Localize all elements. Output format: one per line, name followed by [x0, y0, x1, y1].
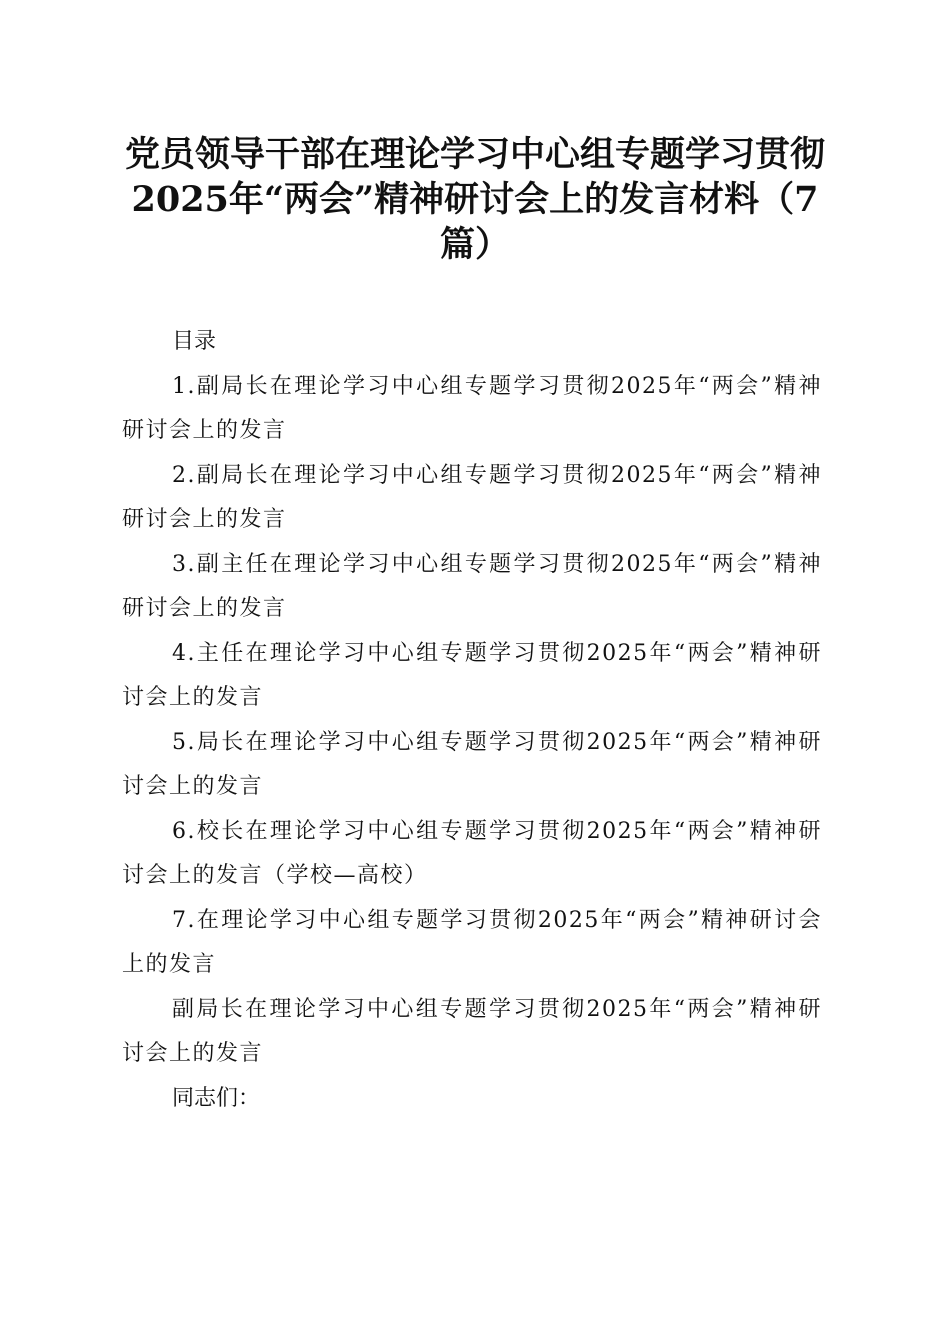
document-body — [122, 320, 822, 1121]
toc-item-1: 1.副局长在理论学习中心组专题学习贯彻2025年“两会”精神研讨会上的发言 — [122, 373, 822, 443]
toc-item-3: 3.副主任在理论学习中心组专题学习贯彻2025年“两会”精神研讨会上的发言 — [122, 551, 822, 621]
toc-item-7: 7.在理论学习中心组专题学习贯彻2025年“两会”精神研讨会上的发言 — [122, 907, 822, 977]
toc-item-4: 4.主任在理论学习中心组专题学习贯彻2025年“两会”精神研讨会上的发言 — [122, 640, 822, 710]
section-title: 副局长在理论学习中心组专题学习贯彻2025年“两会”精神研讨会上的发言 — [122, 996, 822, 1066]
toc-item-5: 5.局长在理论学习中心组专题学习贯彻2025年“两会”精神研讨会上的发言 — [122, 729, 822, 799]
salutation: 同志们： — [172, 1085, 261, 1111]
toc-heading: 目录 — [172, 329, 217, 354]
document-title: 党员领导干部在理论学习中心组专题学习贯彻2025年“两会”精神研讨会上的发言材料（7篇） — [124, 134, 825, 265]
toc-item-2: 2.副局长在理论学习中心组专题学习贯彻2025年“两会”精神研讨会上的发言 — [122, 462, 822, 532]
toc-item-6: 6.校长在理论学习中心组专题学习贯彻2025年“两会”精神研讨会上的发言（学校—高校） — [122, 818, 822, 888]
